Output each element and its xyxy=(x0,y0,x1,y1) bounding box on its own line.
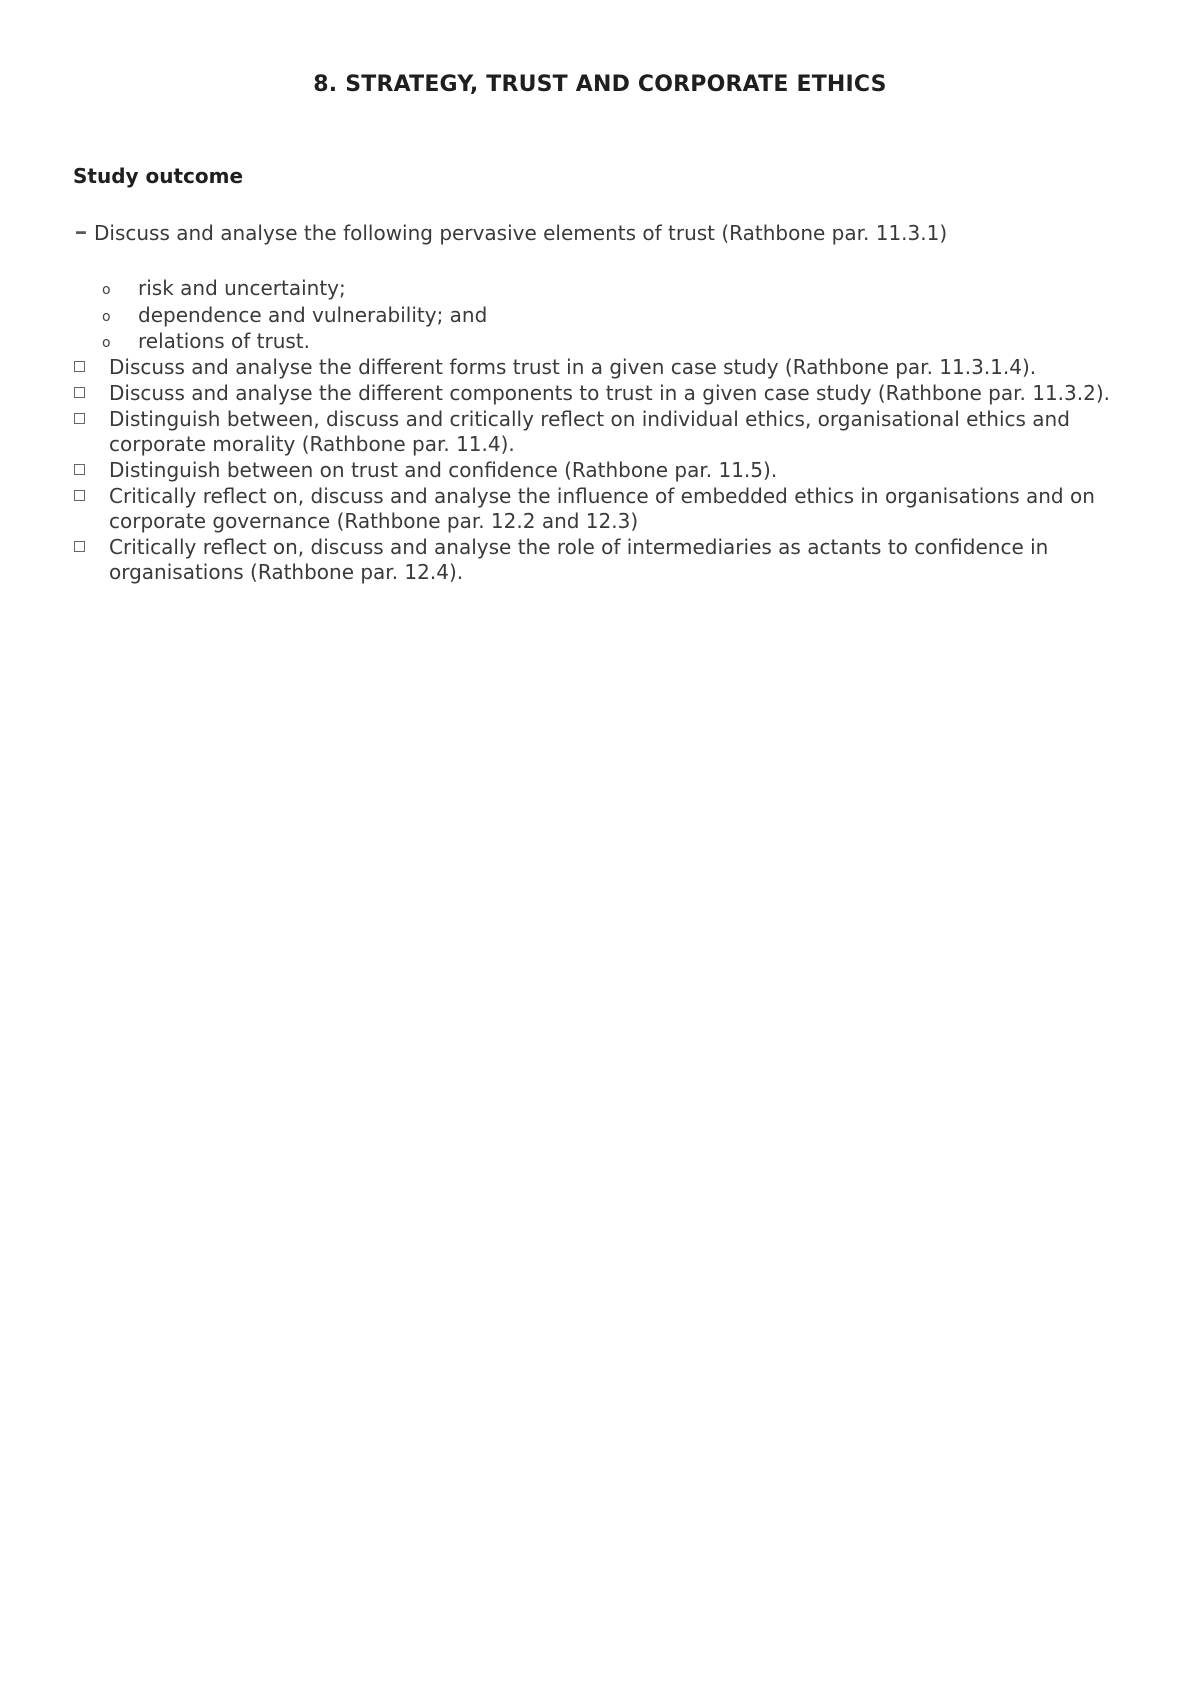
list-item-text: Critically reflect on, discuss and analyse the influence of embedded ethics in organisations and on corporate governance (Rathbone par. 12.2 and 12.3) xyxy=(109,484,1095,533)
checkbox-bullet-icon xyxy=(74,490,85,501)
intro-text: Discuss and analyse the following pervasive elements of trust (Rathbone par. 11.3.1) xyxy=(94,221,948,245)
checkbox-bullet-icon xyxy=(74,464,85,475)
list-item-text: relations of trust. xyxy=(138,329,310,353)
section-heading: Study outcome xyxy=(73,164,244,188)
checkbox-bullet-icon: ━ xyxy=(76,223,86,242)
list-item xyxy=(74,407,1154,457)
list-item-text: risk and uncertainty; xyxy=(138,276,346,300)
list-item xyxy=(74,484,1154,534)
list-item-text: Discuss and analyse the different forms trust in a given case study (Rathbone par. 11.3.1.4). xyxy=(109,355,1037,379)
list-item-text: dependence and vulnerability; and xyxy=(138,302,488,327)
list-item xyxy=(74,355,1154,380)
checkbox-bullet-icon xyxy=(74,541,85,552)
list-item-text: Discuss and analyse the different components to trust in a given case study (Rathbone par. 11.3.2). xyxy=(109,381,1111,405)
list-item xyxy=(74,535,1154,585)
circle-bullet-icon: o xyxy=(102,335,111,351)
checkbox-bullet-icon xyxy=(74,361,85,372)
intro-item xyxy=(76,220,1156,246)
circle-bullet-icon: o xyxy=(102,282,111,298)
list-item xyxy=(74,381,1154,406)
list-item xyxy=(74,458,1154,483)
page-title: 8. STRATEGY, TRUST AND CORPORATE ETHICS xyxy=(313,72,887,97)
list-item-text: Distinguish between on trust and confidence (Rathbone par. 11.5). xyxy=(109,458,778,482)
checkbox-bullet-icon xyxy=(74,413,85,424)
list-item-text: Distinguish between, discuss and critically reflect on individual ethics, organisational ethics and corporate morality (Rathbone par. 11.4). xyxy=(109,407,1070,456)
checkbox-bullet-icon xyxy=(74,387,85,398)
outcomes-list xyxy=(74,355,1154,586)
circle-bullet-icon: o xyxy=(102,308,111,325)
list-item-text: Critically reflect on, discuss and analyse the role of intermediaries as actants to confidence in organisations (Rathbone par. 12.4). xyxy=(109,535,1049,584)
